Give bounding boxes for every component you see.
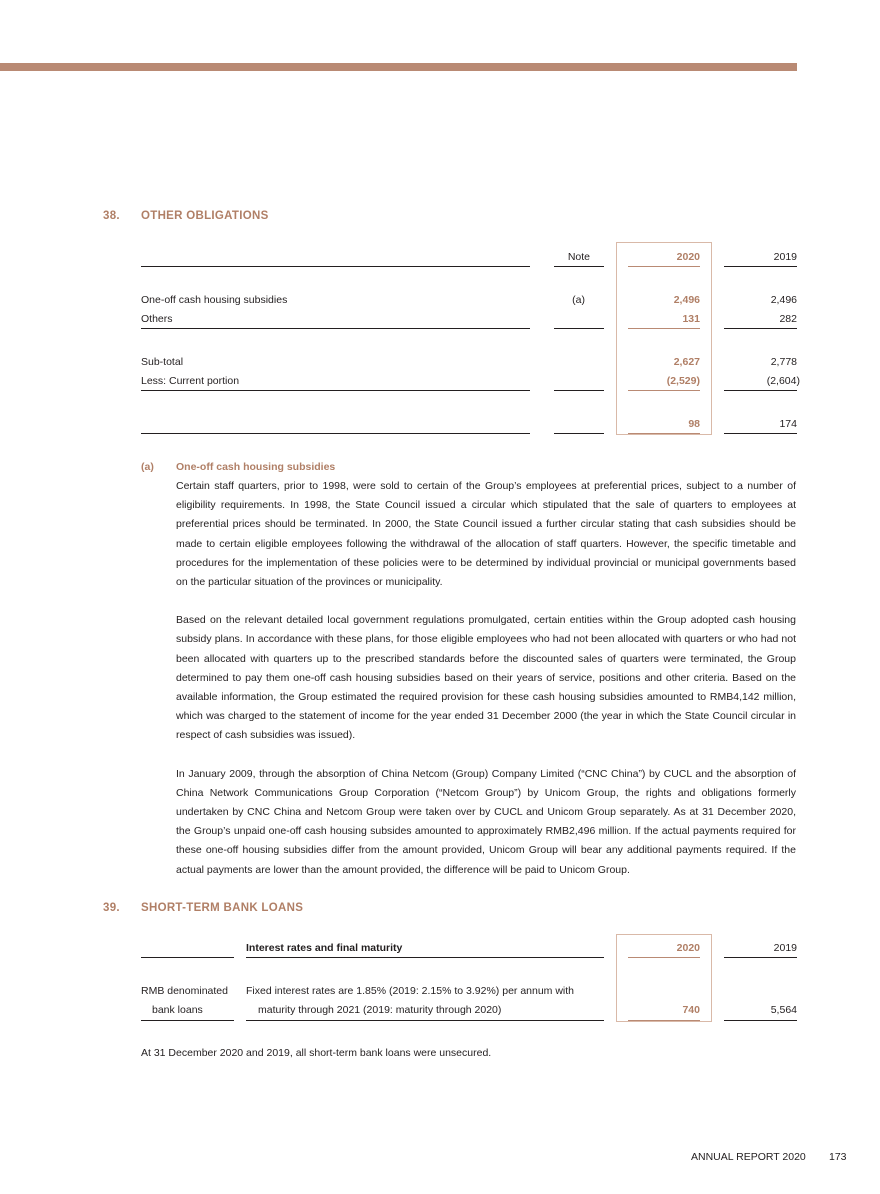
table-row-label: Less: Current portion (141, 375, 240, 387)
note-paragraph: In January 2009, through the absorption of China Netcom (Group) Company Limited (“CNC China”) by CUCL and the absorption of China Network Communications Group Corporation (“Netcom Group”) by Unicom Group, the rights and obligations formerly undertaken by CNC China and Netcom Group were taken over by CUCL and Unicom Group separately. As at 31 December 2020, the Group’s unpaid one-off cash housing subsides amounted to approximately RMB2,496 million. If the actual payments required for these one-off housing subsidies differ from the amount provided, Unicom Group will bear any additional payments required. If the actual payments are lower than the amount provided, the difference will be paid to Unicom Group. (176, 767, 796, 876)
table-cell-2019: 282 (779, 313, 797, 325)
rule (554, 390, 604, 391)
loan-label-line2: bank loans (152, 1004, 203, 1016)
rule (141, 433, 530, 434)
table-cell-2019: 5,564 (770, 1004, 797, 1016)
footer-report-title: ANNUAL REPORT 2020 (691, 1151, 806, 1163)
table-cell-2020: (2,529) (666, 375, 700, 387)
rule (724, 390, 797, 391)
column-header-2019: 2019 (773, 251, 797, 263)
table-cell-2019: 2,778 (770, 356, 797, 368)
column-header-2020: 2020 (676, 251, 700, 263)
table-cell-2020: 740 (682, 1004, 700, 1016)
rule (724, 266, 797, 267)
note-paragraph: Certain staff quarters, prior to 1998, were sold to certain of the Group’s employees at preferential prices, subject to a number of eligibility requirements. In 1998, the State Council issued a circular which stipulated that the sale of quarters to employees at preferential prices should be terminated. In 2000, the State Council issued a further circular stating that cash subsidies should be made to certain eligible employees following the withdrawal of the allocation of staff quarters. However, the specific timetable and procedures for the implementation of these policies were to be determined by individual provincial or municipal governments based on the particular situation of the provinces or municipality. (176, 480, 796, 589)
rule (628, 266, 700, 267)
loan-desc-line2: maturity through 2021 (2019: maturity through 2020) (258, 1004, 502, 1016)
table-cell-2020: 131 (682, 313, 700, 325)
note-paragraph: Based on the relevant detailed local government regulations promulgated, certain entities within the Group adopted cash housing subsidy plans. In accordance with these plans, for those eligible employees who had not been allocated with quarters or who had not been allocated with quarters up to the prescribed standards before the discounted sales of quarters were terminated, the Group determined to pay them one-off cash housing subsidies based on their years of service, positions and other criteria. Based on the available information, the Group estimated the required provision for these cash housing subsidies amounted to RMB4,142 million, which was charged to the statement of income for the year ended 31 December 2000 (the year in which the State Council circular in respect of cash subsidies was issued). (176, 614, 796, 742)
section-number: 38. (103, 210, 120, 222)
table-total-2020: 98 (688, 418, 700, 430)
table-cell-2019: 2,496 (770, 294, 797, 306)
rule (724, 957, 797, 958)
rule (141, 266, 530, 267)
table-cell-2019: (2,604) (766, 375, 800, 387)
highlight-column-2020 (616, 242, 712, 435)
column-header-2019: 2019 (773, 942, 797, 954)
rule (141, 328, 530, 329)
section-title: SHORT-TERM BANK LOANS (141, 902, 304, 914)
column-header-note: Note (567, 251, 590, 263)
page-number: 173 (829, 1151, 847, 1163)
note-body (176, 477, 796, 880)
rule (141, 957, 234, 958)
rule (628, 433, 700, 434)
rule (246, 957, 604, 958)
table-total-2019: 174 (779, 418, 797, 430)
table-row-label: Others (141, 313, 173, 325)
rule (246, 1020, 604, 1021)
rule (628, 328, 700, 329)
table-cell-2020: 2,627 (673, 356, 700, 368)
column-header-2020: 2020 (676, 942, 700, 954)
rule (724, 1020, 797, 1021)
rule (554, 266, 604, 267)
rule (554, 328, 604, 329)
rule (724, 433, 797, 434)
rule (554, 433, 604, 434)
column-header-interest: Interest rates and final maturity (246, 942, 403, 954)
rule (628, 957, 700, 958)
loan-label-line1: RMB denominated (141, 985, 228, 997)
table-cell-2020: 2,496 (673, 294, 700, 306)
loan-desc-line1: Fixed interest rates are 1.85% (2019: 2.15% to 3.92%) per annum with (246, 985, 575, 997)
rule (141, 1020, 234, 1021)
rule (628, 390, 700, 391)
note-marker: (a) (141, 461, 154, 473)
rule (628, 1020, 700, 1021)
table-row-label: One-off cash housing subsidies (141, 294, 288, 306)
rule (141, 390, 530, 391)
section-title: OTHER OBLIGATIONS (141, 210, 269, 222)
table-row-label: Sub-total (141, 356, 184, 368)
header-accent-bar (0, 63, 797, 71)
note-title: One-off cash housing subsidies (176, 461, 336, 473)
section-number: 39. (103, 902, 120, 914)
table-row-note: (a) (572, 294, 585, 306)
loan-footnote: At 31 December 2020 and 2019, all short-term bank loans were unsecured. (141, 1047, 492, 1059)
rule (724, 328, 797, 329)
